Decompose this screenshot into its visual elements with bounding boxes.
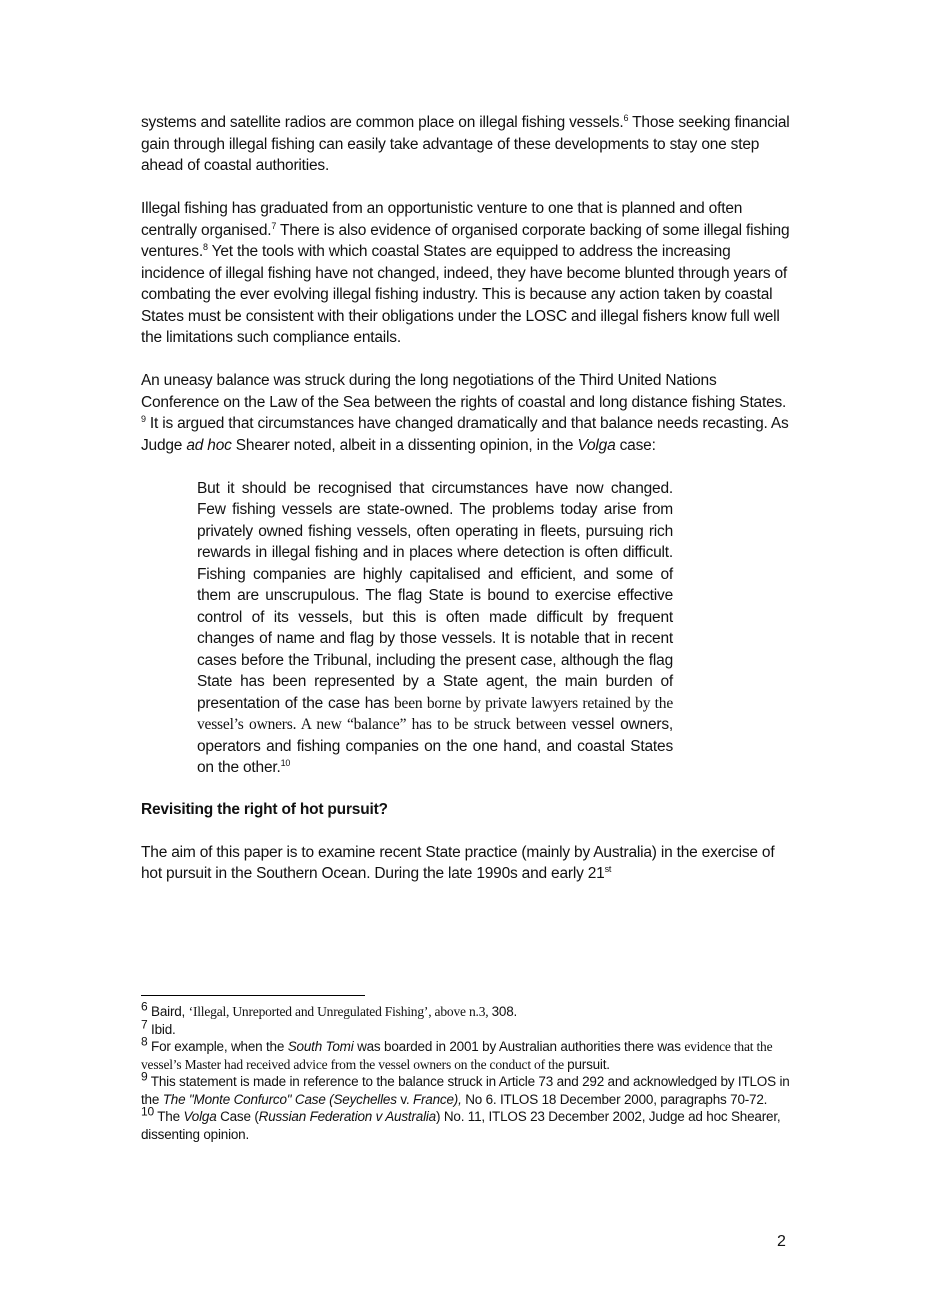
- p1-text-a: systems and satellite radios are common place on illegal fishing vessels.: [141, 114, 624, 131]
- paragraph-3: [141, 370, 791, 456]
- fn10-text-a: The: [153, 1109, 184, 1124]
- p4-text-a: The aim of this paper is to examine recent State practice (mainly by Australia) in the exercise of hot pursuit in the Southern Ocean. During the late 1990s and early 21: [141, 843, 775, 882]
- footnote-ref-8[interactable]: 8: [202, 241, 208, 252]
- p3-text-b: It is argued that circumstances have changed dramatically and that balance needs recasting. As Judge: [141, 415, 789, 454]
- p2-text-b: There is also evidence of organised corporate backing of some illegal fishing ventures.: [141, 221, 790, 260]
- paragraph-1: [141, 112, 791, 177]
- footnote-ref-9[interactable]: 9: [141, 413, 146, 424]
- footnote-separator: [141, 995, 365, 996]
- p4-sup-st: st: [604, 863, 612, 874]
- fn8-text-c: pursuit.: [567, 1056, 610, 1072]
- p3-text-a: An uneasy balance was struck during the long negotiations of the Third United Nations Conference on the Law of the Sea between the rights of coastal and long distance fishing States.: [141, 372, 787, 411]
- footnote-7-number: 7: [141, 1017, 148, 1031]
- quote-text-a: But it should be recognised that circumstances have now changed. Few fishing vessels are state-owned. The problems today arise from privately owned fishing vessels, often operating in fleets, pursuing rich rewards in illegal fishing and in places where detection is often difficult. Fishing companies are highly capitalised and efficient, and some of them are unscrupulous. The flag State is bound to exercise effective control of its vessels, but this is often made difficult by frequent changes of name and flag by those vessels. It is notable that in recent cases before the Tribunal, including the present case, although the flag State has been represented by a State agent, the main burden of presentation of the case has: [197, 479, 673, 712]
- fn10-italic-parties: Russian Federation v Australia: [258, 1109, 436, 1124]
- document-body: [141, 112, 791, 885]
- p1-text-b: Those seeking financial gain through illegal fishing can easily take advantage of these developments to stay one step ahead of coastal authorities.: [141, 114, 790, 174]
- block-quote: [197, 478, 673, 779]
- paragraph-2: [141, 198, 791, 349]
- section-heading: Revisiting the right of hot pursuit?: [141, 800, 388, 818]
- fn10-text-b: Case (: [216, 1109, 259, 1124]
- p3-text-d: case:: [615, 436, 656, 454]
- p2-text-a: Illegal fishing has graduated from an opportunistic venture to one that is planned and often centrally organised.: [141, 200, 743, 239]
- fn9-text-b: v.: [396, 1091, 413, 1107]
- fn7-text-a: Ibid.: [147, 1021, 176, 1037]
- fn10-italic-volga: Volga: [183, 1109, 217, 1124]
- fn8-text-a: For example, when the: [147, 1039, 288, 1054]
- fn8-italic-south-tomi: South Tomi: [287, 1039, 354, 1054]
- fn10-text-c: ) No. 11, ITLOS 23 December 2002, Judge ad hoc Shearer, dissenting opinion.: [141, 1109, 781, 1142]
- footnote-6: [141, 999, 791, 1021]
- fn6-text-b: 308.: [491, 1004, 518, 1019]
- p3-italic-volga: Volga: [577, 436, 616, 454]
- page-number: 2: [777, 1233, 786, 1250]
- quote-text-b: essel owners, operators and fishing companies on the one hand, and coastal States on the other.: [197, 716, 673, 776]
- fn6-text-a: Baird,: [147, 1004, 189, 1019]
- fn8-text-b: was boarded in 2001 by Australian authorities there was: [353, 1039, 685, 1054]
- fn9-italic-case: The "Monte Confurco" Case (Seychelles: [162, 1091, 397, 1107]
- footnote-7: [141, 1017, 791, 1039]
- p3-italic-ad-hoc: ad hoc: [186, 436, 232, 454]
- fn6-text-serif: ‘Illegal, Unreported and Unregulated Fishing’, above n.3,: [188, 1004, 492, 1019]
- p2-text-c: Yet the tools with which coastal States are equipped to address the increasing incidence of illegal fishing have not changed, indeed, they have become blunted through years of combating the ever evolving illegal fishing industry. This is because any action taken by coastal States must be consistent with their obligations under the LOSC and illegal fishers know full well the limitations such compliance entails.: [141, 243, 788, 346]
- footnote-10-number: 10: [141, 1104, 154, 1119]
- fn8-text-serif: evidence that the vessel’s Master had received advice from the vessel owners on the conduct of the: [141, 1039, 773, 1072]
- footnote-ref-6[interactable]: 6: [623, 112, 629, 123]
- footnote-ref-7[interactable]: 7: [271, 220, 277, 231]
- footnote-8-number: 8: [141, 1034, 148, 1049]
- footnotes: [141, 999, 791, 1143]
- paragraph-4: [141, 842, 791, 885]
- footnote-9-number: 9: [141, 1069, 148, 1084]
- footnote-ref-10[interactable]: 10: [280, 757, 291, 768]
- fn9-text-a: This statement is made in reference to the balance struck in Article 73 and 292 and acknowledged by ITLOS in the: [141, 1074, 790, 1107]
- footnote-9: [141, 1069, 791, 1108]
- p3-text-c: Shearer noted, albeit in a dissenting opinion, in the: [231, 436, 578, 454]
- quote-text-serif: been borne by private lawyers retained by the vessel’s owners. A new “balance” has to be struck between v: [197, 694, 674, 733]
- fn9-text-c: No 6. ITLOS 18 December 2000, paragraphs 70-72.: [461, 1091, 768, 1107]
- fn9-italic-france: France),: [412, 1091, 462, 1107]
- footnote-8: [141, 1034, 791, 1073]
- footnote-10: [141, 1104, 791, 1143]
- footnote-6-number: 6: [141, 999, 148, 1014]
